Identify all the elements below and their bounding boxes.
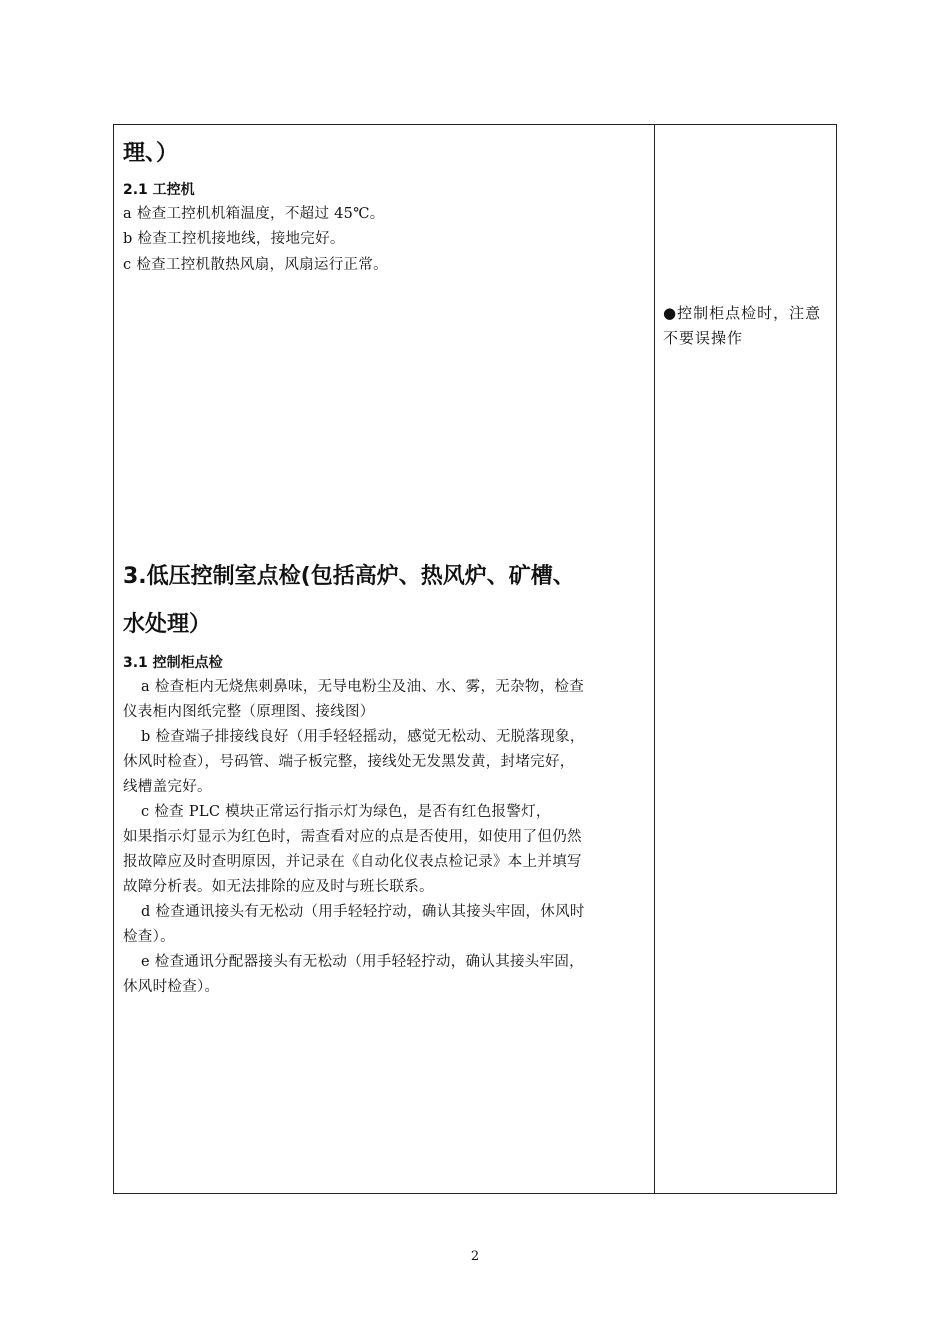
section-3-1-line: 休风时检查），号码管、端子板完整，接线处无发黑发黄，封堵完好， xyxy=(123,754,575,770)
page-number: 2 xyxy=(470,1249,480,1264)
section-3-1-line: 故障分析表。如无法排除的应及时与班长联系。 xyxy=(123,879,434,895)
section-3-1-line: b 检查端子排接线良好（用手轻轻摇动，感觉无松动、无脱落现象， xyxy=(141,729,585,745)
section-3-1-line: 线槽盖完好。 xyxy=(123,779,212,795)
section-3-1-line: 仪表柜内图纸完整（原理图、接线图） xyxy=(123,704,375,720)
section-2-1-item: c 检查工控机散热风扇，风扇运行正常。 xyxy=(123,257,388,273)
section-2-1-heading: 2.1 工控机 xyxy=(123,182,195,198)
section-2-1-item: a 检查工控机机箱温度，不超过 45℃。 xyxy=(123,206,385,222)
section-3-heading: 3.低压控制室点检(包括高炉、热风炉、矿槽、 xyxy=(123,564,575,589)
section-3-1-line: e 检查通讯分配器接头有无松动（用手轻轻拧动，确认其接头牢固， xyxy=(141,954,584,970)
section-3-1-heading: 3.1 控制柜点检 xyxy=(123,655,223,671)
section-3-1-line: 报故障应及时查明原因，并记录在《自动化仪表点检记录》本上并填写 xyxy=(123,854,582,870)
section-3-1-line: 检查）。 xyxy=(123,929,175,945)
notes-cell xyxy=(655,125,836,1193)
content-cell xyxy=(114,125,654,1193)
inspection-table xyxy=(113,124,837,1194)
section-3-1-line: d 检查通讯接头有无松动（用手轻轻拧动，确认其接头牢固，休风时 xyxy=(141,904,585,920)
section-2-1-item: b 检查工控机接地线，接地完好。 xyxy=(123,231,345,247)
section-3-1-line: 如果指示灯显示为红色时，需查看对应的点是否使用，如使用了但仍然 xyxy=(123,829,582,845)
section-3-1-line: 休风时检查）。 xyxy=(123,979,220,995)
section-2-heading-continuation: 理、） xyxy=(123,141,179,166)
side-note: ●控制柜点检时，注意不要误操作 xyxy=(663,304,822,347)
section-3-1-line: a 检查柜内无烧焦刺鼻味，无导电粉尘及油、水、雾，无杂物，检查 xyxy=(141,679,585,695)
section-3-1-line: c 检查 PLC 模块正常运行指示灯为绿色，是否有红色报警灯， xyxy=(141,804,551,820)
section-3-heading-line2: 水处理） xyxy=(123,612,212,637)
